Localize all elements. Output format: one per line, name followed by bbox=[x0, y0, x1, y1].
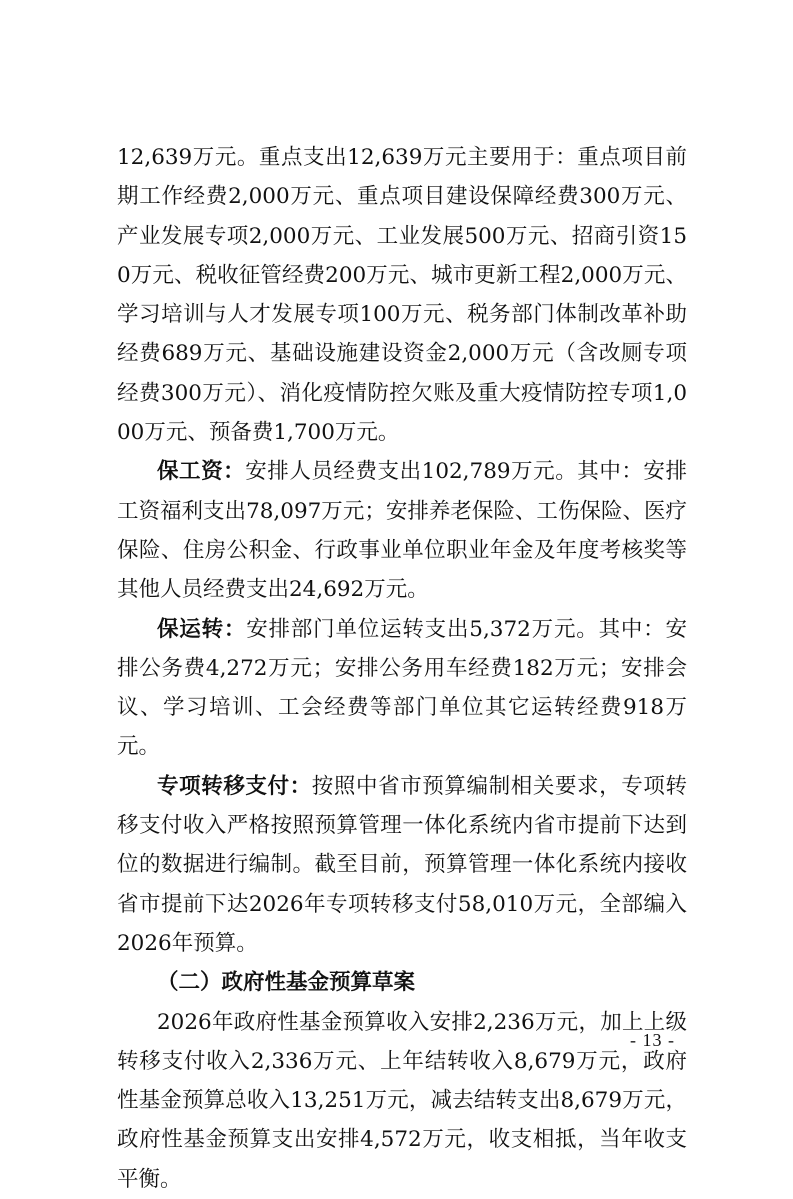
paragraph-lead: 保工资： bbox=[157, 459, 246, 485]
paragraph-text: 12,639万元。重点支出12,639万元主要用于：重点项目前期工作经费2,000万元、重点项目建设保障经费300万元、产业发展专项2,000万元、工业发展500万元、招商引资150万元、税收征管经费200万元、城市更新工程2,000万元、学习培训与人才发展专项100万元、税务部门体制改革补助经费689万元、基础设施建设资金2,000万元（含改厕专项经费300万元）、消化疫情防控欠账及重大疫情防控专项1,000万元、预备费1,700万元。 bbox=[117, 145, 687, 446]
paragraph-text: 按照中省市预算编制相关要求，专项转移支付收入严格按照预算管理一体化系统内省市提前下达到位的数据进行编制。截至目前，预算管理一体化系统内接收省市提前下达2026年专项转移支付58,010万元，全部编入2026年预算。 bbox=[117, 773, 687, 956]
paragraph-key-expenditure bbox=[117, 138, 687, 452]
paragraph-text: 安排部门单位运转支出5,372万元。其中：安排公务费4,272万元；安排公务用车经费182万元；安排会议、学习培训、工会经费等部门单位其它运转经费918万元。 bbox=[117, 616, 687, 760]
paragraph-text: 安排人员经费支出102,789万元。其中：安排工资福利支出78,097万元；安排养老保险、工伤保险、医疗保险、住房公积金、行政事业单位职业年金及年度考核奖等其他人员经费支出24,692万元。 bbox=[117, 459, 687, 603]
paragraph-wages bbox=[117, 452, 687, 609]
paragraph-operations bbox=[117, 610, 687, 767]
paragraph-lead: 保运转： bbox=[157, 616, 247, 642]
paragraph-lead: 专项转移支付： bbox=[157, 773, 312, 799]
paragraph-special-transfer bbox=[117, 767, 687, 963]
document-body bbox=[117, 138, 687, 1199]
section-heading: （二）政府性基金预算草案 bbox=[157, 970, 416, 996]
page-number: - 13 - bbox=[630, 1030, 675, 1050]
paragraph-government-fund: 2026年政府性基金预算收入安排2,236万元，加上上级转移支付收入2,336万元、上年结转收入8,679万元，政府性基金预算总收入13,251万元，减去结转支出8,679万元，政府性基金预算支出安排4,572万元，收支相抵，当年收支平衡。 bbox=[117, 1009, 687, 1192]
